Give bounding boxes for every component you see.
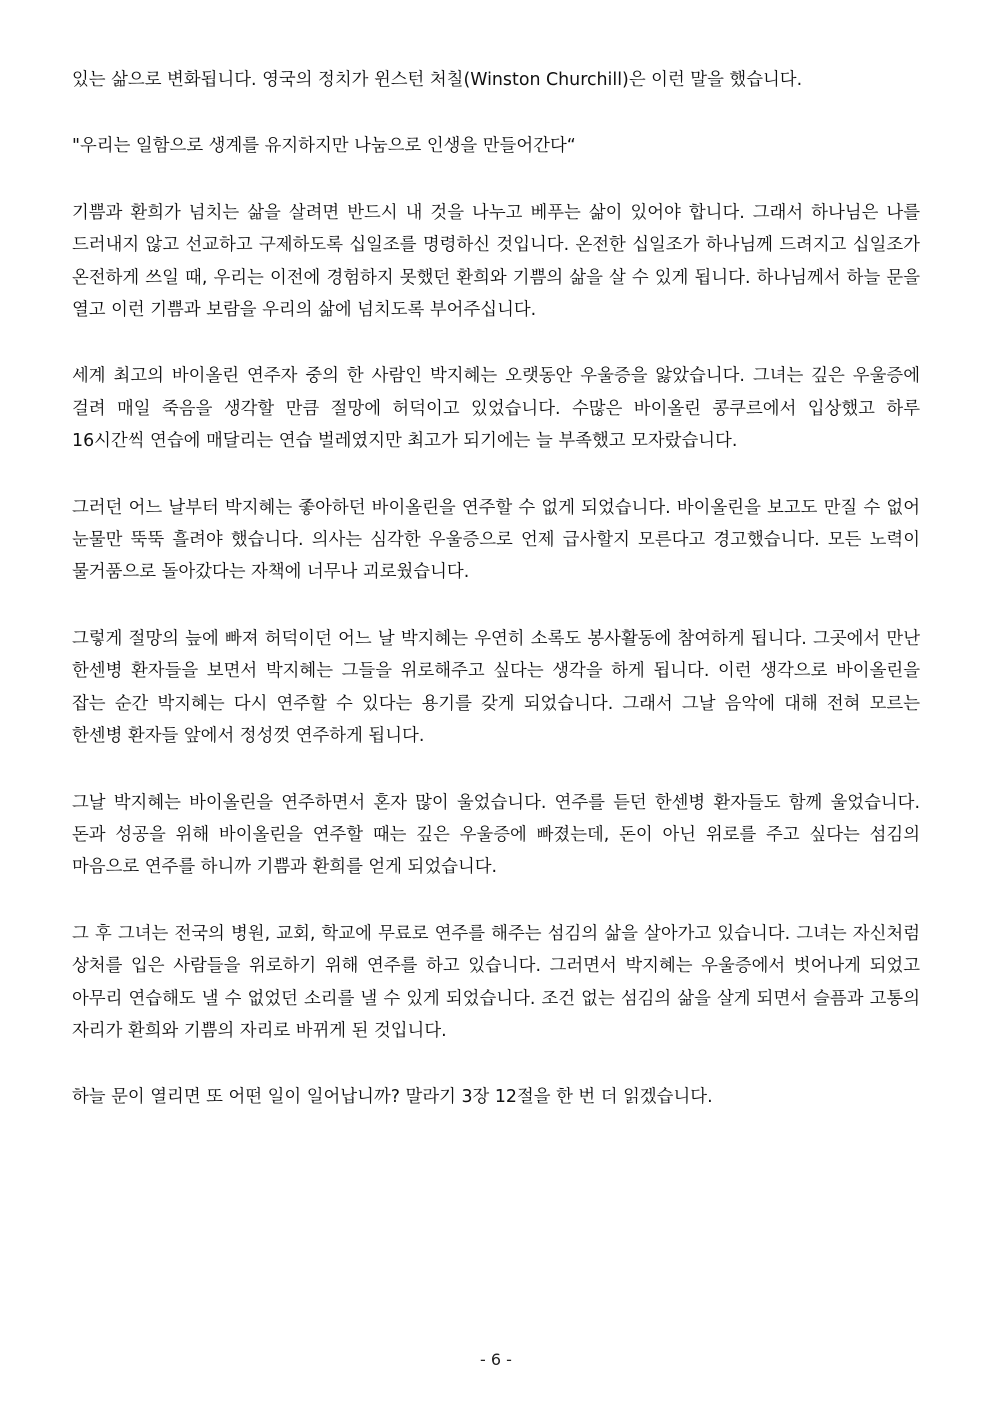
paragraph-tithe: 기쁨과 환희가 넘치는 삶을 살려면 반드시 내 것을 나누고 베푸는 삶이 있어야 합니다. 그래서 하나님은 나를 드러내지 않고 선교하고 구제하도록 십일조를 명령하신 것입니다. 온전한 십일조가 하나님께 드려지고 십일조가 온전하게 쓰일 때, 우리는 이전에 경험하지 못했던 환희와 기쁨의 삶을 살 수 있게 됩니다. 하나님께서 하늘 문을 열고 이런 기쁨과 보람을 우리의 삶에 넘치도록 부어주십니다. bbox=[72, 202, 920, 321]
paragraph-sorokdo-volunteer: 그렇게 절망의 늪에 빠져 허덕이던 어느 날 박지혜는 우연히 소록도 봉사활동에 참여하게 됩니다. 그곳에서 만난 한센병 환자들을 보면서 박지혜는 그들을 위로해주고 싶다는 생각을 하게 됩니다. 이런 생각으로 바이올린을 잡는 순간 박지혜는 다시 연주할 수 있다는 용기를 갖게 되었습니다. 그래서 그날 음악에 대해 전혀 모르는 한센병 환자들 앞에서 정성껏 연주하게 됩니다. bbox=[72, 628, 920, 747]
paragraph-violinist-depression: 세계 최고의 바이올린 연주자 중의 한 사람인 박지혜는 오랫동안 우울증을 앓았습니다. 그녀는 깊은 우울증에 걸려 매일 죽음을 생각할 만큼 절망에 허덕이고 있었습니다. 수많은 바이올린 콩쿠르에서 입상했고 하루 16시간씩 연습에 매달리는 연습 벌레였지만 최고가 되기에는 늘 부족했고 모자랐습니다. bbox=[72, 366, 920, 452]
page-number: - 6 - bbox=[480, 1350, 512, 1369]
paragraph-serving-life: 그 후 그녀는 전국의 병원, 교회, 학교에 무료로 연주를 해주는 섬김의 삶을 살아가고 있습니다. 그녀는 자신처럼 상처를 입은 사람들을 위로하기 위해 연주를 하고 있습니다. 그러면서 박지혜는 우울증에서 벗어나게 되었고 아무리 연습해도 낼 수 없었던 소리를 낼 수 있게 되었습니다. 조건 없는 섬김의 삶을 살게 되면서 슬픔과 고통의 자리가 환희와 기쁨의 자리로 바뀌게 된 것입니다. bbox=[72, 923, 920, 1041]
paragraph-performance-tears: 그날 박지혜는 바이올린을 연주하면서 혼자 많이 울었습니다. 연주를 듣던 한센병 환자들도 함께 울었습니다. 돈과 성공을 위해 바이올린을 연주할 때는 깊은 우울증에 빠졌는데, 돈이 아닌 위로를 주고 싶다는 섬김의 마음으로 연주를 하니까 기쁨과 환희를 얻게 되었습니다. bbox=[72, 792, 920, 878]
paragraph-churchill-intro: 있는 삶으로 변화됩니다. 영국의 정치가 윈스턴 처칠(Winston Churchill)은 이런 말을 했습니다. bbox=[72, 70, 803, 90]
document-body bbox=[72, 64, 920, 1148]
paragraph-malachi: 하늘 문이 열리면 또 어떤 일이 일어납니까? 말라기 3장 12절을 한 번 더 읽겠습니다. bbox=[72, 1087, 713, 1108]
paragraph-unable-to-play: 그러던 어느 날부터 박지혜는 좋아하던 바이올린을 연주할 수 없게 되었습니다. 바이올린을 보고도 만질 수 없어 눈물만 뚝뚝 흘려야 했습니다. 의사는 심각한 우울증으로 언제 급사할지 모른다고 경고했습니다. 모든 노력이 물거품으로 돌아갔다는 자책에 너무나 괴로웠습니다. bbox=[72, 497, 920, 583]
quote-churchill: "우리는 일함으로 생계를 유지하지만 나눔으로 인생을 만들어간다“ bbox=[72, 136, 576, 157]
